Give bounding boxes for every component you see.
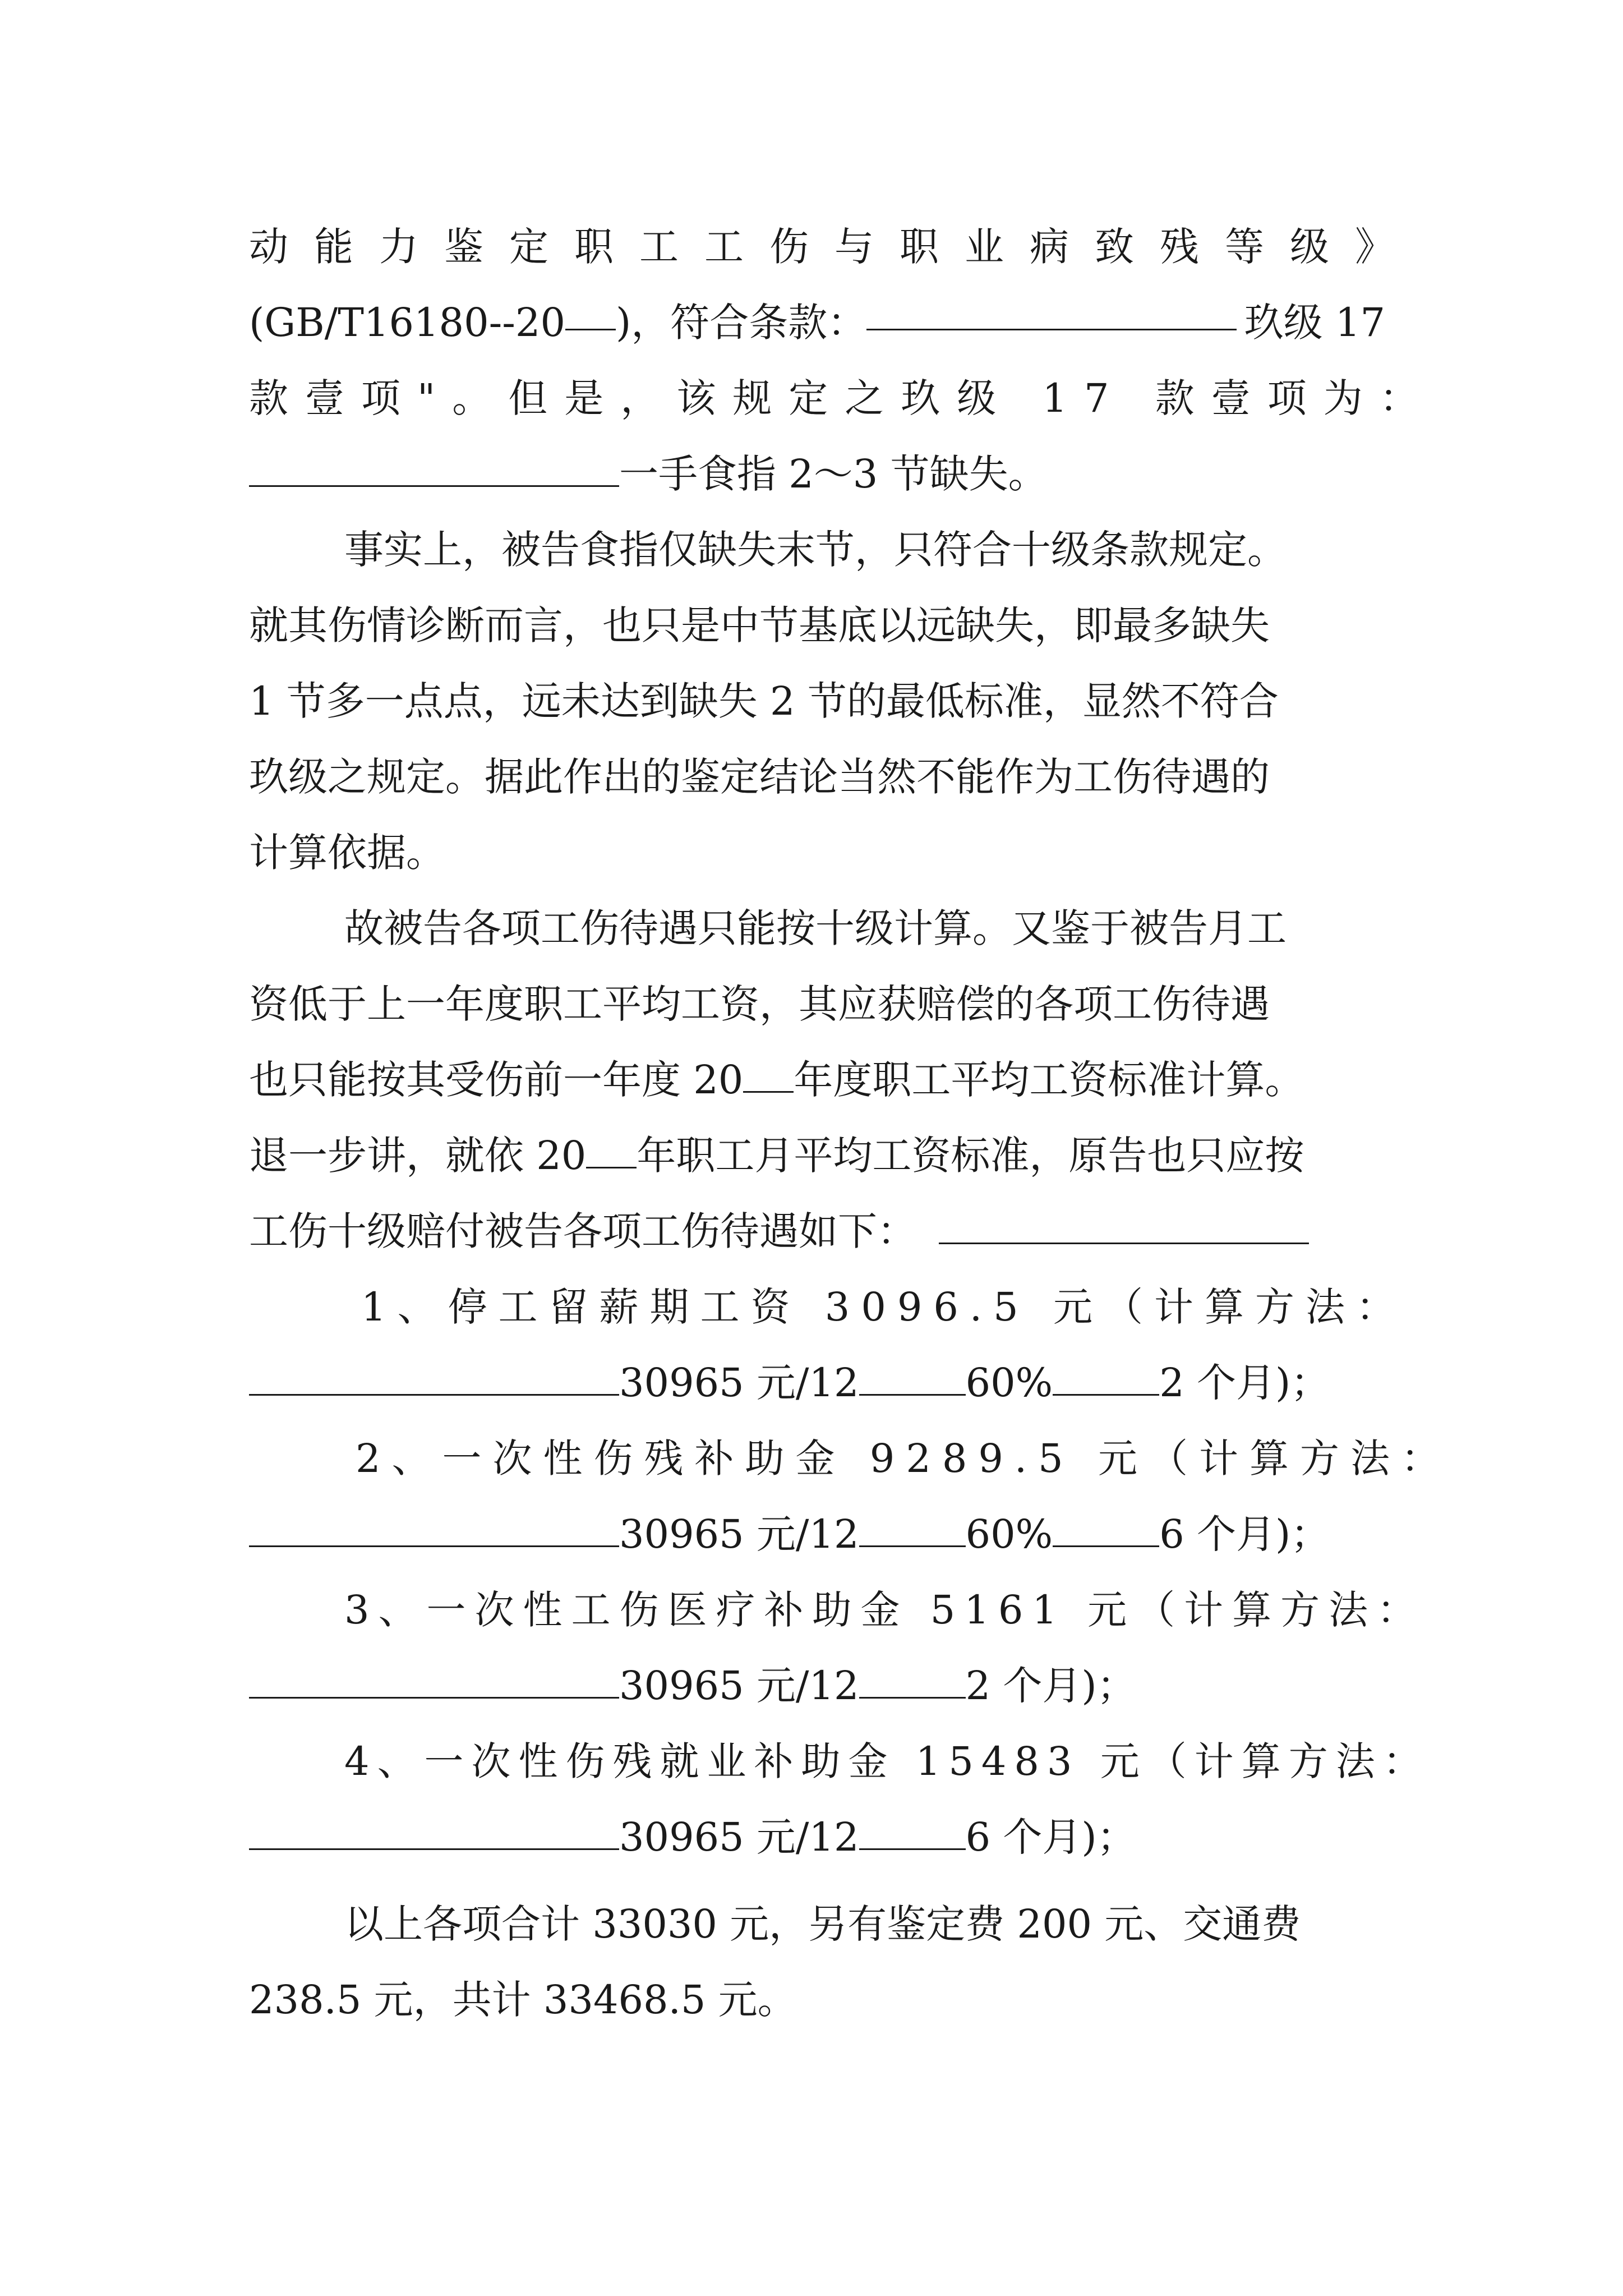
blank-line — [859, 1359, 966, 1396]
text: 6 个月)； — [1159, 1511, 1330, 1557]
text: 30965 元/12 — [619, 1814, 859, 1860]
blank-line — [1053, 1511, 1159, 1547]
text: 计算依据。 — [249, 830, 445, 876]
text: 退一步讲，就依 20 — [249, 1133, 587, 1179]
text: 2、一次性伤残补助金 9289.5 元（计算方法： — [356, 1435, 1451, 1481]
text: 也只能按其受伤前一年度 20 — [249, 1057, 744, 1103]
text: 2 个月)； — [965, 1663, 1136, 1709]
standard-code: (GB/T16180--20 — [249, 300, 565, 346]
item-4-head — [249, 1733, 1430, 1789]
blank-line — [939, 1208, 1309, 1244]
item-3-calc — [249, 1658, 1385, 1714]
p2-line1 — [249, 522, 1385, 578]
text: 故被告各项工伤待遇只能按十级计算。又鉴于被告月工 — [344, 905, 1287, 951]
text: 资低于上一年度职工平均工资，其应获赔偿的各项工伤待遇 — [249, 981, 1270, 1027]
blank-line — [866, 294, 1237, 330]
p1-line2 — [249, 295, 1385, 351]
blank-line — [859, 1662, 966, 1699]
p3-line1 — [249, 900, 1385, 956]
text: 6 个月)； — [965, 1814, 1136, 1860]
item-2-calc — [249, 1506, 1385, 1562]
text: 1、停工留薪期工资 3096.5 元（计算方法： — [361, 1284, 1407, 1330]
text: 玖级 17 — [1244, 300, 1385, 346]
blank-line — [249, 1359, 619, 1396]
text: 1 节多一点点，远未达到缺失 2 节的最低标准，显然不符合 — [249, 678, 1279, 724]
blank-line — [1053, 1359, 1159, 1396]
text-segment — [249, 295, 1237, 351]
blank-line — [565, 294, 616, 330]
p2-line4 — [249, 749, 1385, 805]
p2-line5 — [249, 825, 1385, 881]
text: 2 个月)； — [1159, 1360, 1330, 1406]
p3-line4 — [249, 1128, 1385, 1184]
blank-line — [859, 1814, 966, 1850]
text: 玖级之规定。据此作出的鉴定结论当然不能作为工伤待遇的 — [249, 754, 1270, 800]
text: 一手食指 2～3 节缺失。 — [619, 451, 1048, 497]
text: 动能力鉴定职工工伤与职业病致残等级》 — [249, 224, 1420, 270]
blank-line — [249, 1814, 619, 1850]
text: 工伤十级赔付被告各项工伤待遇如下： — [249, 1208, 916, 1254]
text: )，符合条款： — [616, 300, 867, 346]
text: 年职工月平均工资标准，原告也只应按 — [637, 1133, 1304, 1179]
text: 事实上，被告食指仅缺失末节，只符合十级条款规定。 — [344, 527, 1287, 573]
item-1-head — [249, 1279, 1407, 1335]
item-1-calc — [249, 1355, 1385, 1411]
text: 3、一次性工伤医疗补助金 5161 元（计算方法： — [344, 1587, 1426, 1633]
blank-line — [249, 1662, 619, 1699]
p1-line3 — [249, 370, 1436, 426]
text: 款壹项"。但是，该规定之玖级 17 款壹项为： — [249, 375, 1436, 421]
text: 就其伤情诊断而言，也只是中节基底以远缺失，即最多缺失 — [249, 602, 1270, 648]
p2-line3 — [249, 673, 1385, 729]
text: 30965 元/12 — [619, 1663, 859, 1709]
text: 60% — [965, 1360, 1053, 1406]
text: 30965 元/12 — [619, 1360, 859, 1406]
text: 年度职工平均工资标准计算。 — [794, 1057, 1304, 1103]
item-2-head — [249, 1430, 1451, 1487]
text: 以上各项合计 33030 元，另有鉴定费 200 元、交通费 — [344, 1901, 1301, 1947]
p4-line1 — [249, 1896, 1385, 1952]
p1-line4 — [249, 446, 1385, 502]
p2-line2 — [249, 597, 1385, 654]
text: 30965 元/12 — [619, 1511, 859, 1557]
blank-line — [249, 450, 619, 487]
p3-line3 — [249, 1052, 1385, 1108]
p4-line2 — [249, 1972, 1385, 2028]
blank-line — [249, 1511, 619, 1547]
p1-line1 — [249, 219, 1420, 275]
item-3-head — [249, 1582, 1426, 1638]
item-4-calc — [249, 1809, 1385, 1865]
text: 4、一次性伤残就业补助金 15483 元（计算方法： — [344, 1738, 1430, 1784]
blank-line — [743, 1056, 794, 1093]
p3-line5 — [249, 1203, 1385, 1259]
text: 238.5 元，共计 33468.5 元。 — [249, 1977, 797, 2023]
text: 60% — [965, 1511, 1053, 1557]
p3-line2 — [249, 976, 1385, 1032]
blank-line — [859, 1511, 966, 1547]
blank-line — [586, 1132, 637, 1168]
